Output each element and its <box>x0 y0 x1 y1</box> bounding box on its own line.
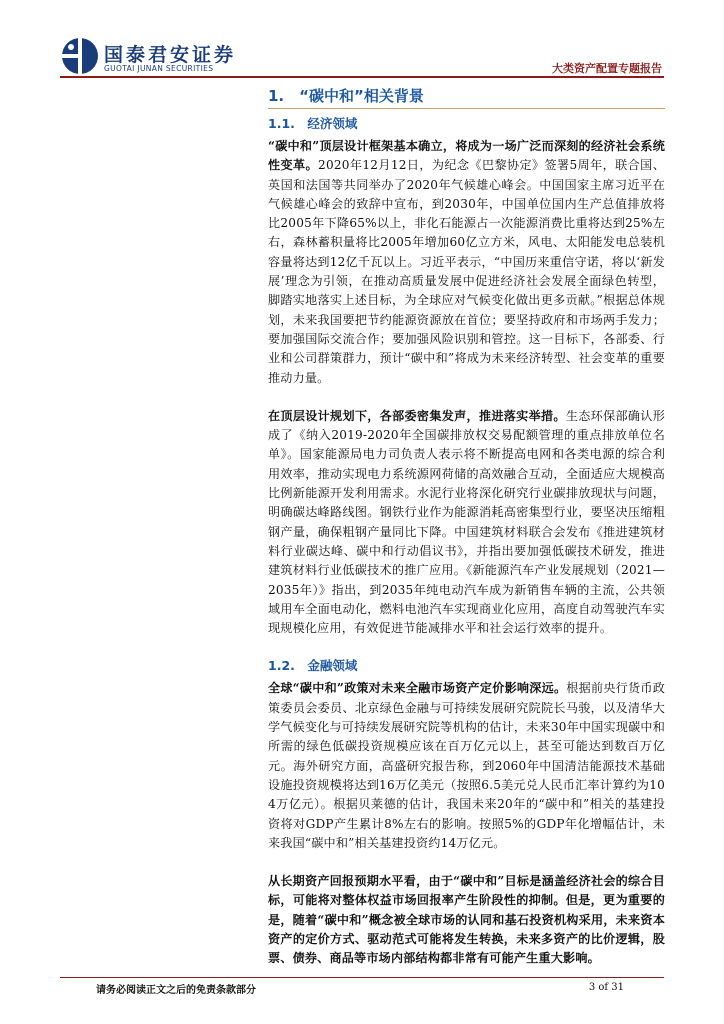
report-type-label: 大类资产配置专题报告 <box>552 62 662 75</box>
page-header <box>0 0 724 80</box>
subsection-title-economy: 1.1. 经济领域 <box>268 116 358 131</box>
brand-name-chinese: 国泰君安证券 <box>104 44 237 66</box>
section-title: 1. “碳中和”相关背景 <box>268 82 665 109</box>
subsection-title-finance: 1.2. 金融领域 <box>268 658 358 674</box>
header-divider <box>60 76 664 78</box>
main-content <box>268 82 665 969</box>
paragraph <box>268 137 665 388</box>
paragraph <box>268 407 665 639</box>
paragraph-body: 根据前央行货币政策委员会委员、北京绿色金融与可持续发展研究院院长马骏，以及清华大学气候变化与可持续发展研究院等机构的估计，未来30年中国实现碳中和所需的绿色低碳投资规模应该在百万亿元以上，甚至可能达到数百万亿元。海外研究方面，高盛研究报告称，到2060年中国清洁能源技术基础设施投资规模将达到16万亿美元（按照6.5美元兑人民币汇率计算约为104万亿元）。根据贝莱德的估计，我国未来20年的“碳中和”相关的基建投资将对GDP产生累计8%左右的影响。按照5%的GDP年化增幅估计，未来我国“碳中和”相关基建投资约14万亿元。 <box>268 681 665 850</box>
paragraph-body: 生态环保部确认形成了《纳入2019-2020年全国碳排放权交易配额管理的重点排放单位名单》。国家能源局电力司负责人表示将不断提高电网和各类电源的综合利用效率，推动实现电力系统源网荷储的高效融合互动，全面适应大规模高比例新能源开发利用需求。水泥行业将深化研究行业碳排放现状与问题，明确碳达峰路线图。钢铁行业作为能源消耗高密集型行业，要坚决压缩粗钢产量，确保粗钢产量同比下降。中国建筑材料联合会发布《推进建筑材料行业碳达峰、碳中和行动倡议书》，并指出要加强低碳技术研发，推进建筑材料行业低碳技术的推广应用。《新能源汽车产业发展规划（2021—2035年）》指出，到2035年纯电动汽车成为新销售车辆的主流，公共领域用车全面电动化，燃料电池汽车实现商业化应用，高度自动驾驶汽车实现规模化应用，有效促进节能减排水平和社会运行效率的提升。 <box>268 408 665 636</box>
page-number: 3 of 31 <box>588 982 624 993</box>
paragraph-lead: 全球“碳中和”政策对未来全融市场资产定价影响深远。 <box>268 681 567 696</box>
guotai-junan-logo-icon <box>60 36 100 76</box>
disclaimer-text: 请务必阅读正文之后的免责条款部分 <box>96 985 256 996</box>
paragraph-lead: 在顶层设计规划下，各部委密集发声，推进落实举措。 <box>268 408 566 423</box>
paragraph <box>268 679 665 853</box>
paragraph <box>268 872 665 968</box>
footer-divider <box>60 977 664 978</box>
paragraph-lead: “碳中和”顶层设计框架基本确立，将成为一场广泛而深刻的经济社会系统性变革。 <box>268 139 665 173</box>
paragraph-lead: 从长期资产回报预期水平看，由于“碳中和”目标是涵盖经济社会的综合目标，可能将对整体权益市场回报率产生阶段性的抑制。但是，更为重要的是，随着“碳中和”概念被全球市场的认同和基石投资机构采用，未来资本资产的定价方式、驱动范式可能将发生转换，未来多资产的比价逻辑，股票、债券、商品等市场内部结构都非常有可能产生重大影响。 <box>268 874 665 966</box>
brand-name-english: GUOTAI JUNAN SECURITIES <box>104 64 214 73</box>
paragraph-body: 2020年12月12日，为纪念《巴黎协定》签署5周年，联合国、英国和法国等共同举办了2020年气候雄心峰会。中国国家主席习近平在气候雄心峰会的致辞中宣布，到2030年，中国单位国内生产总值排放将比2005年下降65%以上，非化石能源占一次能源消费比重将达到25%左右，森林蓄积量将比2005年增加60亿立方米，风电、太阳能发电总装机容量将达到12亿千瓦以上。习近平表示，“中国历来重信守诺，将以‘新发展’理念为引领，在推动高质量发展中促进经济社会发展全面绿色转型，脚踏实地落实上述目标，为全球应对气候变化做出更多贡献。”根据总体规划，未来我国要把节约能源资源放在首位；要坚持政府和市场两手发力；要加强国际交流合作；要加强风险识别和管控。这一目标下，各部委、行业和公司群策群力，预计“碳中和”将成为未来经济转型、社会变革的重要推动力量。 <box>268 158 665 385</box>
